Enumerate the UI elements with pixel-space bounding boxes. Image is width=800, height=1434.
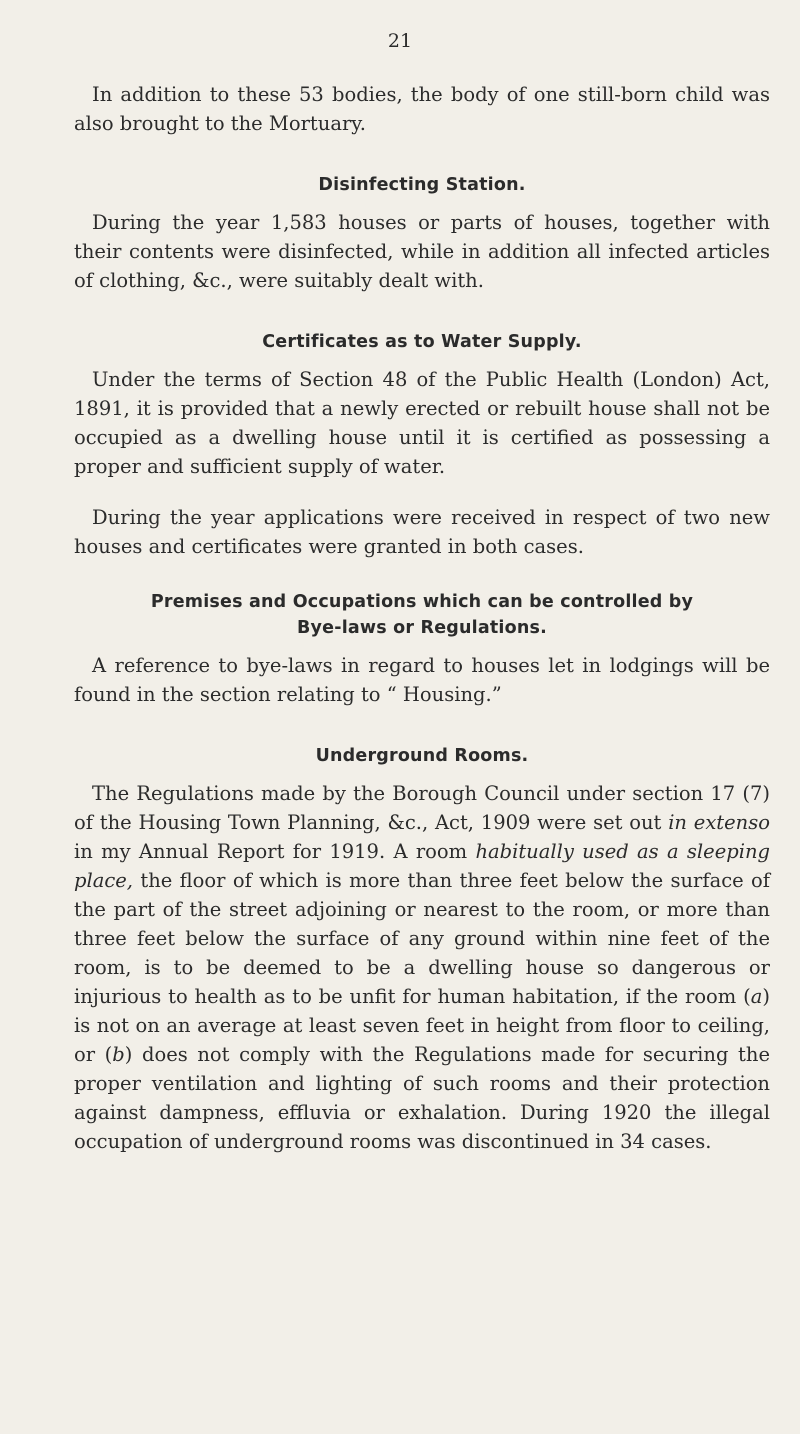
premises-heading-line-1: Premises and Occupations which can be controlled by xyxy=(150,592,694,612)
disinfecting-station-heading: Disinfecting Station. xyxy=(318,175,526,195)
page-number: 21 xyxy=(387,30,413,52)
underground-text-part-2: in my Annual Report for 1919. A room xyxy=(74,840,476,863)
underground-text-part-4: ) is not on an average at least seven feet in height from floor to ceiling, or ( xyxy=(74,985,770,1066)
water-supply-paragraph-1: Under the terms of Section 48 of the Public Health (London) Act, 1891, it is provided that a newly erected or rebuilt house shall not be occupied as a dwelling house until it is certified as possessing a proper and sufficient supply of water. xyxy=(74,368,770,478)
premises-paragraph: A reference to bye-laws in regard to houses let in lodgings will be found in the section relating to “ Housing.” xyxy=(74,654,770,706)
underground-text-part-5: ) does not comply with the Regulations made for securing the proper ventilation and lighting of such rooms and their protection against dampness, effluvia or exhalation. During 1920 the illegal occupation of underground rooms was discontinued in 34 cases. xyxy=(74,1043,770,1153)
underground-italic-in-extenso: in extenso xyxy=(668,811,770,834)
underground-text-part-1: The Regulations made by the Borough Council under section 17 (7) of the Housing Town Planning, &c., Act, 1909 were set out xyxy=(74,782,770,834)
premises-heading xyxy=(74,589,770,641)
water-supply-paragraph-2: During the year applications were received in respect of two new houses and certificates were granted in both cases. xyxy=(74,506,770,558)
underground-italic-sleeping-place: habitually used as a sleeping place, xyxy=(74,840,770,892)
underground-rooms-heading: Underground Rooms. xyxy=(315,746,529,766)
underground-italic-b: b xyxy=(112,1043,125,1066)
water-supply-heading: Certificates as to Water Supply. xyxy=(262,332,582,352)
underground-text-part-3: the floor of which is more than three feet below the surface of the part of the street adjoining or nearest to the room, or more than three feet below the surface of any ground within nine feet of the room, is to be deemed to be a dwelling house so dangerous or injurious to health as to be unfit for human habitation, if the room ( xyxy=(74,869,770,1008)
disinfecting-paragraph: During the year 1,583 houses or parts of houses, together with their contents were disinfected, while in addition all infected articles of clothing, &c., were suitably dealt with. xyxy=(74,211,770,292)
intro-paragraph: In addition to these 53 bodies, the body of one still-born child was also brought to the Mortuary. xyxy=(74,83,770,135)
underground-rooms-paragraph xyxy=(74,779,770,1156)
page-content xyxy=(74,80,770,1156)
underground-italic-a: a xyxy=(750,985,763,1008)
premises-heading-line-2: Bye-laws or Regulations. xyxy=(297,618,547,638)
